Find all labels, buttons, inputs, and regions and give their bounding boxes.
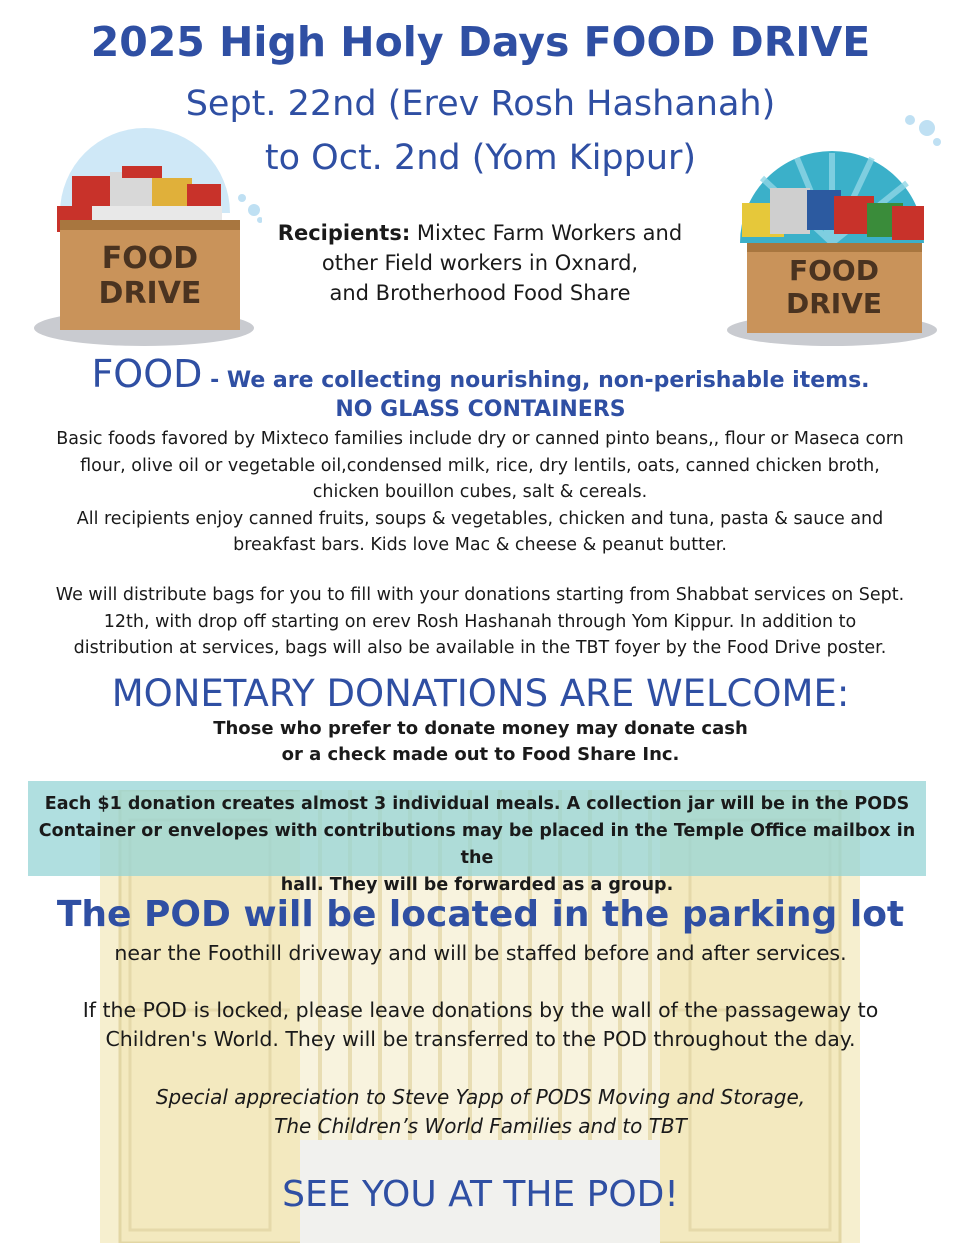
bag-left-label-food: FOOD [101, 241, 199, 276]
recipients-block [230, 218, 730, 308]
food-drive-bag-right-image [722, 108, 947, 348]
pod-location-sub: near the Foothill driveway and will be staffed before and after services. [114, 941, 847, 965]
bag-right-label-drive: DRIVE [785, 287, 883, 320]
foods-line5: breakfast bars. Kids love Mac & cheese & peanut butter. [233, 535, 727, 555]
band-line1: Each $1 donation creates almost 3 individual meals. A collection jar will be in the PODS [44, 794, 910, 814]
locked-line2: Children's World. They will be transferred to the POD throughout the day. [105, 1027, 856, 1051]
donation-info-text [28, 791, 926, 899]
appreciation-note [0, 1083, 961, 1141]
recipients-line1: Mixtec Farm Workers and [410, 221, 683, 245]
foods-paragraph [30, 426, 930, 559]
foods-line3: chicken bouillon cubes, salt & cereals. [312, 482, 648, 502]
food-heading-big: FOOD [91, 352, 203, 396]
closing-message: SEE YOU AT THE POD! [282, 1174, 679, 1215]
pod-location-heading: The POD will be located in the parking lot [56, 894, 905, 935]
distribution-paragraph [30, 582, 930, 662]
monetary-heading: MONETARY DONATIONS ARE WELCOME: [111, 672, 850, 715]
thanks-line2: The Children’s World Families and to TBT [274, 1114, 687, 1138]
food-heading-rest: - We are collecting nourishing, non-perishable items. [202, 368, 870, 393]
foods-line1: Basic foods favored by Mixteco families include dry or canned pinto beans,, flour or Maseca corn [56, 429, 904, 449]
date-range-line2: to Oct. 2nd (Yom Kippur) [264, 138, 697, 178]
food-heading [0, 352, 961, 396]
recipients-label: Recipients: [277, 221, 411, 245]
recipients-line2: other Field workers in Oxnard, [321, 251, 639, 275]
distribution-line3: distribution at services, bags will also be available in the TBT foyer by the Food Drive poster. [73, 638, 887, 658]
locked-line1: If the POD is locked, please leave donations by the wall of the passageway to [82, 998, 879, 1022]
recipients-line3: and Brotherhood Food Share [329, 281, 631, 305]
bag-left-label-drive: DRIVE [98, 276, 202, 311]
bag-right-label-food: FOOD [789, 254, 879, 287]
band-line3: hall. They will be forwarded as a group. [280, 875, 674, 895]
food-drive-bag-left-image [32, 128, 262, 350]
no-glass-notice: NO GLASS CONTAINERS [335, 397, 626, 422]
foods-line4: All recipients enjoy canned fruits, soups & vegetables, chicken and tuna, pasta & sauce and [76, 508, 884, 529]
monetary-line1: Those who prefer to donate money may donate cash [213, 718, 748, 739]
thanks-line1: Special appreciation to Steve Yapp of PODS Moving and Storage, [155, 1085, 806, 1109]
page-title: 2025 High Holy Days FOOD DRIVE [90, 18, 871, 66]
date-range-line1: Sept. 22nd (Erev Rosh Hashanah) [185, 84, 776, 124]
foods-line2: flour, olive oil or vegetable oil,condensed milk, rice, dry lentils, oats, canned chicken broth, [80, 455, 880, 476]
monetary-line2: or a check made out to Food Share Inc. [281, 744, 680, 765]
band-line2: Container or envelopes with contributions may be placed in the Temple Office mailbox in the [38, 821, 916, 868]
monetary-subtext [0, 716, 961, 768]
distribution-line1: We will distribute bags for you to fill with your donations starting from Shabbat services on Sept. [55, 585, 905, 605]
distribution-line2: 12th, with drop off starting on erev Rosh Hashanah through Yom Kippur. In addition to [103, 611, 857, 632]
pod-locked-note [0, 996, 961, 1054]
